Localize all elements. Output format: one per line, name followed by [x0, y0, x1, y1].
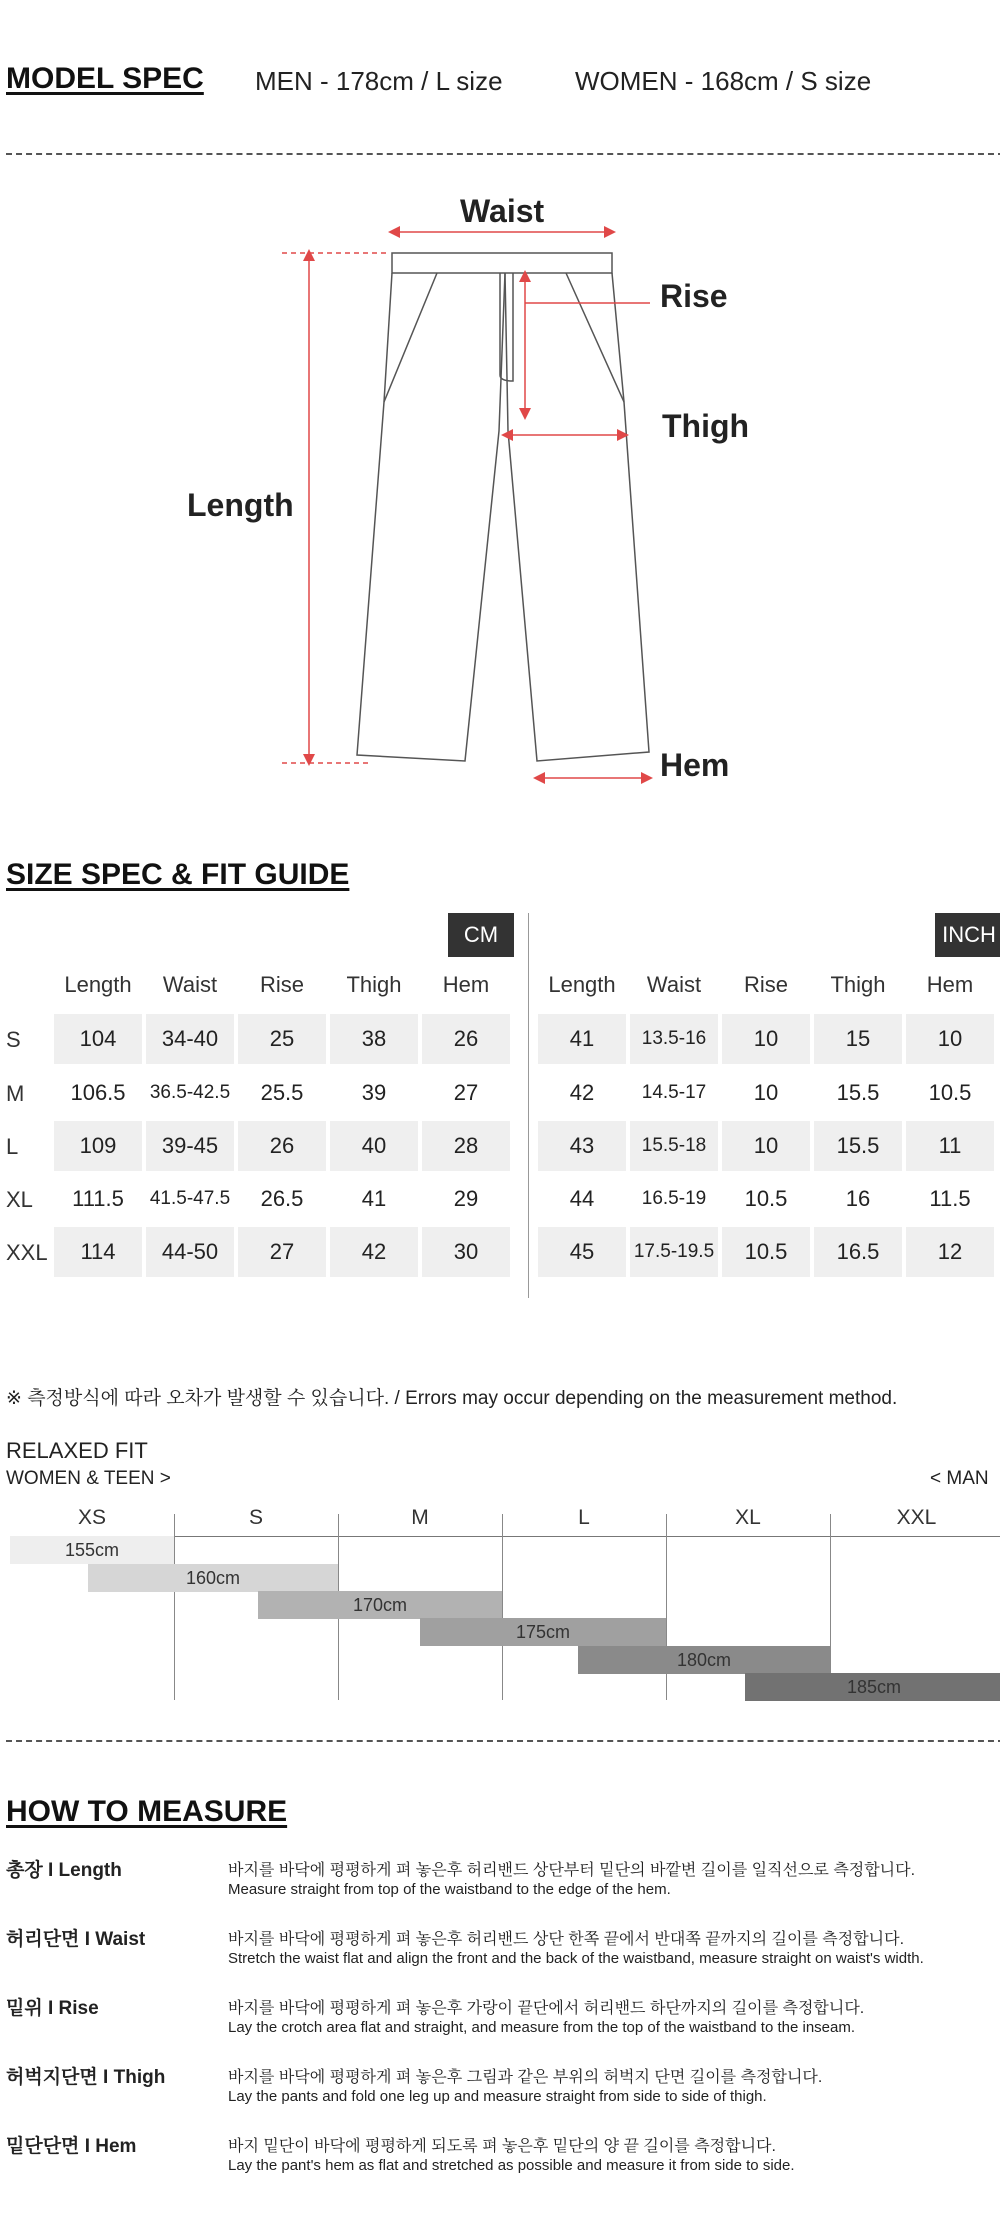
fit-size-label: L: [578, 1506, 590, 1529]
thigh-label: Thigh: [662, 408, 750, 444]
measure-item-desc-en: Lay the pants and fold one leg up and measure straight from side to side of thigh.: [228, 2088, 767, 2105]
cm-cell: 39: [361, 1080, 387, 1105]
inch-cell: 12: [906, 1227, 994, 1277]
table-separator: [528, 913, 529, 1298]
cm-cell: 25: [238, 1014, 326, 1064]
fit-height-bar: 155cm: [10, 1536, 174, 1564]
model-spec-women: WOMEN - 168cm / S size: [575, 66, 872, 96]
inch-col-header: Hem: [926, 972, 974, 997]
cm-cell: 34-40: [146, 1014, 234, 1064]
size-row-label: XXL: [6, 1240, 48, 1265]
fit-height-bar: 160cm: [88, 1564, 338, 1592]
measure-lines: [282, 232, 650, 778]
cm-col-header: Length: [64, 972, 132, 997]
measurement-note: ※ 측정방식에 따라 오차가 발생할 수 있습니다. / Errors may occur depending on the measurement method.: [6, 1388, 898, 1409]
cm-cell: 42: [330, 1227, 418, 1277]
cm-cell: 27: [453, 1080, 479, 1105]
inch-cell: 41: [538, 1014, 626, 1064]
inch-col-header: Waist: [646, 972, 702, 997]
inch-cell: 11.5: [929, 1186, 971, 1211]
fit-right-label: < MAN: [930, 1468, 989, 1489]
inch-cell: 43: [538, 1121, 626, 1171]
size-spec-title: SIZE SPEC & FIT GUIDE: [6, 858, 350, 891]
fit-left-label: WOMEN & TEEN >: [6, 1468, 171, 1489]
section-divider-2: [6, 1740, 1000, 1742]
pants-outline: [357, 253, 649, 761]
size-row-label: XL: [6, 1187, 33, 1212]
cm-cell: 106.5: [70, 1080, 126, 1105]
model-spec-title: MODEL SPEC: [6, 62, 204, 95]
section-divider: [6, 153, 1000, 155]
measure-item-label: 밑단단면 I Hem: [6, 2136, 137, 2157]
measure-item-desc-ko: 바지를 바닥에 평평하게 펴 놓은후 허리밴드 상단부터 밑단의 바깥변 길이를 일직선으로 측정합니다.: [228, 1862, 916, 1879]
cm-cell: 38: [330, 1014, 418, 1064]
inch-cell: 15.5: [836, 1080, 880, 1105]
measure-item-desc-ko: 바지를 바닥에 평평하게 펴 놓은후 그림과 같은 부위의 허벅지 단면 길이를 측정합니다.: [228, 2069, 823, 2086]
inch-col-header: Length: [548, 972, 616, 997]
inch-cell: 10: [906, 1014, 994, 1064]
inch-cell: 16.5: [814, 1227, 902, 1277]
measure-item-label: 허리단면 I Waist: [6, 1929, 146, 1950]
cm-cell: 111.5: [72, 1186, 124, 1211]
inch-cell: 45: [538, 1227, 626, 1277]
fit-size-label: M: [411, 1506, 429, 1529]
fit-size-label: XXL: [896, 1506, 937, 1529]
measure-item-desc-en: Lay the crotch area flat and straight, and measure from the top of the waistband to the inseam.: [228, 2019, 856, 2036]
cm-cell: 30: [422, 1227, 510, 1277]
cm-cell: 26: [238, 1121, 326, 1171]
inch-col-header: Rise: [743, 972, 788, 997]
measure-item-desc-ko: 바지를 바닥에 평평하게 펴 놓은후 가랑이 끝단에서 허리밴드 하단까지의 길이를 측정합니다.: [228, 2000, 865, 2017]
inch-cell: 16: [845, 1186, 871, 1211]
fit-size-label: XS: [77, 1506, 106, 1529]
cm-cell: 41.5-47.5: [149, 1188, 231, 1209]
length-label: Length: [187, 487, 294, 523]
inch-cell: 10.5: [722, 1227, 810, 1277]
inch-cell: 15: [814, 1014, 902, 1064]
measure-item-desc-en: Measure straight from top of the waistband to the edge of the hem.: [228, 1881, 671, 1898]
cm-cell: 44-50: [146, 1227, 234, 1277]
fit-grid-line: [502, 1514, 503, 1700]
measure-item-desc-ko: 바지 밑단이 바닥에 평평하게 되도록 펴 놓은후 밑단의 양 끝 길이를 측정합니다.: [228, 2138, 776, 2155]
cm-cell: 25.5: [260, 1080, 304, 1105]
inch-cell: 10.5: [928, 1080, 972, 1105]
pants-diagram: [0, 180, 1000, 800]
fit-height-bar: 170cm: [258, 1591, 502, 1619]
inch-col-header: Thigh: [830, 972, 886, 997]
inch-cell: 10: [753, 1080, 779, 1105]
cm-cell: 27: [238, 1227, 326, 1277]
how-to-measure-title: HOW TO MEASURE: [6, 1795, 288, 1828]
fit-guide-title: RELAXED FIT: [6, 1438, 148, 1463]
inch-cell: 44: [569, 1186, 595, 1211]
cm-cell: 40: [330, 1121, 418, 1171]
size-row-label: L: [6, 1134, 19, 1159]
fit-grid-line: [174, 1514, 175, 1700]
inch-cell: 17.5-19.5: [630, 1227, 718, 1277]
measure-item-desc-en: Lay the pant's hem as flat and stretched as possible and measure it from side to side.: [228, 2157, 795, 2174]
size-row-label: S: [6, 1027, 21, 1052]
inch-cell: 10: [722, 1014, 810, 1064]
inch-cell: 11: [906, 1121, 994, 1171]
inch-cell: 14.5-17: [641, 1082, 707, 1103]
cm-cell: 28: [422, 1121, 510, 1171]
inch-cell: 42: [569, 1080, 595, 1105]
measure-item-desc-en: Stretch the waist flat and align the front and the back of the waistband, measure straight on waist's width.: [228, 1950, 924, 1967]
rise-label: Rise: [660, 278, 728, 314]
inch-cell: 13.5-16: [630, 1014, 718, 1064]
cm-col-header: Rise: [259, 972, 304, 997]
cm-badge: CM: [448, 913, 514, 957]
cm-col-header: Waist: [162, 972, 218, 997]
hem-label: Hem: [660, 747, 730, 783]
cm-cell: 26: [422, 1014, 510, 1064]
fit-size-label: S: [248, 1506, 263, 1529]
fit-size-label: XL: [735, 1506, 761, 1529]
inch-cell: 16.5-19: [641, 1188, 707, 1209]
inch-cell: 10: [722, 1121, 810, 1171]
cm-col-header: Thigh: [346, 972, 402, 997]
cm-cell: 109: [54, 1121, 142, 1171]
cm-cell: 104: [54, 1014, 142, 1064]
cm-cell: 26.5: [260, 1186, 304, 1211]
measure-item-label: 허벅지단면 I Thigh: [6, 2067, 166, 2088]
inch-cell: 10.5: [744, 1186, 788, 1211]
inch-cell: 15.5: [814, 1121, 902, 1171]
inch-cell: 15.5-18: [630, 1121, 718, 1171]
fit-height-bar: 175cm: [420, 1618, 666, 1646]
inch-badge: INCH: [935, 913, 1000, 957]
cm-cell: 114: [54, 1227, 142, 1277]
cm-col-header: Hem: [442, 972, 490, 997]
waist-label: Waist: [460, 193, 545, 229]
model-spec-men: MEN - 178cm / L size: [255, 66, 503, 96]
cm-cell: 36.5-42.5: [149, 1082, 231, 1103]
cm-cell: 39-45: [146, 1121, 234, 1171]
measure-item-desc-ko: 바지를 바닥에 평평하게 펴 놓은후 허리밴드 상단 한쪽 끝에서 반대쪽 끝까지의 길이를 측정합니다.: [228, 1931, 905, 1948]
fit-height-bar: 185cm: [745, 1673, 1000, 1701]
measure-item-label: 밑위 I Rise: [6, 1998, 99, 2019]
measure-item-label: 총장 I Length: [6, 1860, 122, 1881]
size-row-label: M: [6, 1081, 25, 1106]
cm-cell: 29: [453, 1186, 479, 1211]
fit-height-bar: 180cm: [578, 1646, 830, 1674]
cm-cell: 41: [361, 1186, 387, 1211]
